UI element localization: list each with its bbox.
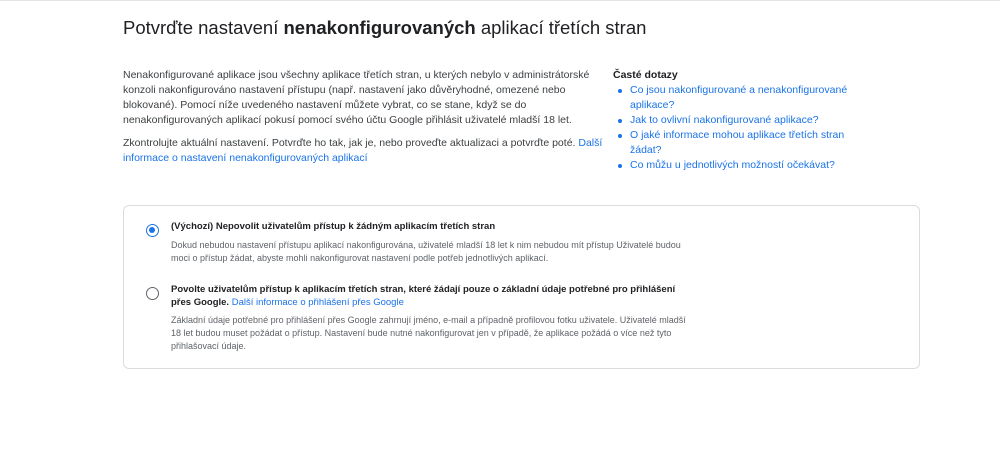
faq-title: Časté dotazy [613,69,678,81]
faq-list [613,83,873,173]
access-options-card [123,205,920,369]
intro-paragraph: Nenakonfigurované aplikace jsou všechny aplikace třetích stran, u kterých nebylo v administrátorské konzoli nakonfigurováno nastavení přístupu (např. nastavení jako důvěryhodné, omezené nebo blokované). Pomocí níže uvedeného nastavení můžete vybrat, co se stane, když se do nenakonfigurovaných aplikací pokusí pomocí svého účtu Google přihlásit uživatelé mladší 18 let. [123,69,590,126]
faq-item-requested-info[interactable]: O jaké informace mohou aplikace třetích stran žádat? [630,128,873,158]
option-label: (Výchozí) Nepovolit uživatelům přístup k žádným aplikacím třetích stran [171,221,496,232]
google-sign-in-learn-more-link[interactable]: Další informace o přihlášení přes Google [231,296,404,308]
page-title-emphasis: nenakonfigurovaných [283,17,476,38]
faq-item-configured-apps[interactable]: Co jsou nakonfigurované a nenakonfigurované aplikace? [630,83,873,113]
option-description: Dokud nebudou nastavení přístupu aplikací nakonfigurována, uživatelé mladší 18 let k nim nebudou mít přístup Uživatelé budou moci o přístup žádat, abyste mohli nakonfigurovat nastavení podle potřeb jednotlivých aplikací. [171,239,681,263]
intro-paragraph-review: Zkontrolujte aktuální nastavení. Potvrďte ho tak, jak je, nebo proveďte aktualizaci a potvrďte poté. Další informace o nastavení nenakonfigurovaných aplikací [123,137,603,164]
radio-block-access[interactable] [146,224,159,237]
option-body [171,221,691,265]
learn-more-unconfigured-apps-link[interactable]: Další informace o nastavení nenakonfigurovaných aplikací [123,137,603,164]
option-label: Povolte uživatelům přístup k aplikacím třetích stran, které žádají pouze o základní údaje potřebné pro přihlášení přes Google. Další informace o přihlášení přes Google [171,284,676,308]
page-title: Potvrďte nastavení nenakonfigurovaných aplikací třetích stran [123,17,647,38]
faq-item-impact[interactable]: Jak to ovlivní nakonfigurované aplikace? [630,113,873,128]
intro-section [123,68,608,174]
faq-item-expectations[interactable]: Co můžu u jednotlivých možností očekávat? [630,158,873,173]
top-divider [0,0,1000,1]
option-body [171,284,691,353]
radio-allow-basic-info[interactable] [146,287,159,300]
faq-section [613,68,873,173]
option-description: Základní údaje potřebné pro přihlášení přes Google zahrnují jméno, e-mail a případně profilovou fotku uživatele. Uživatelé mladší 18 let budou muset požádat o přístup. Nastavení bude nutné nakonfigurovat jen v případě, že aplikace požádá o více než tyto přihlašovací údaje. [171,315,686,351]
